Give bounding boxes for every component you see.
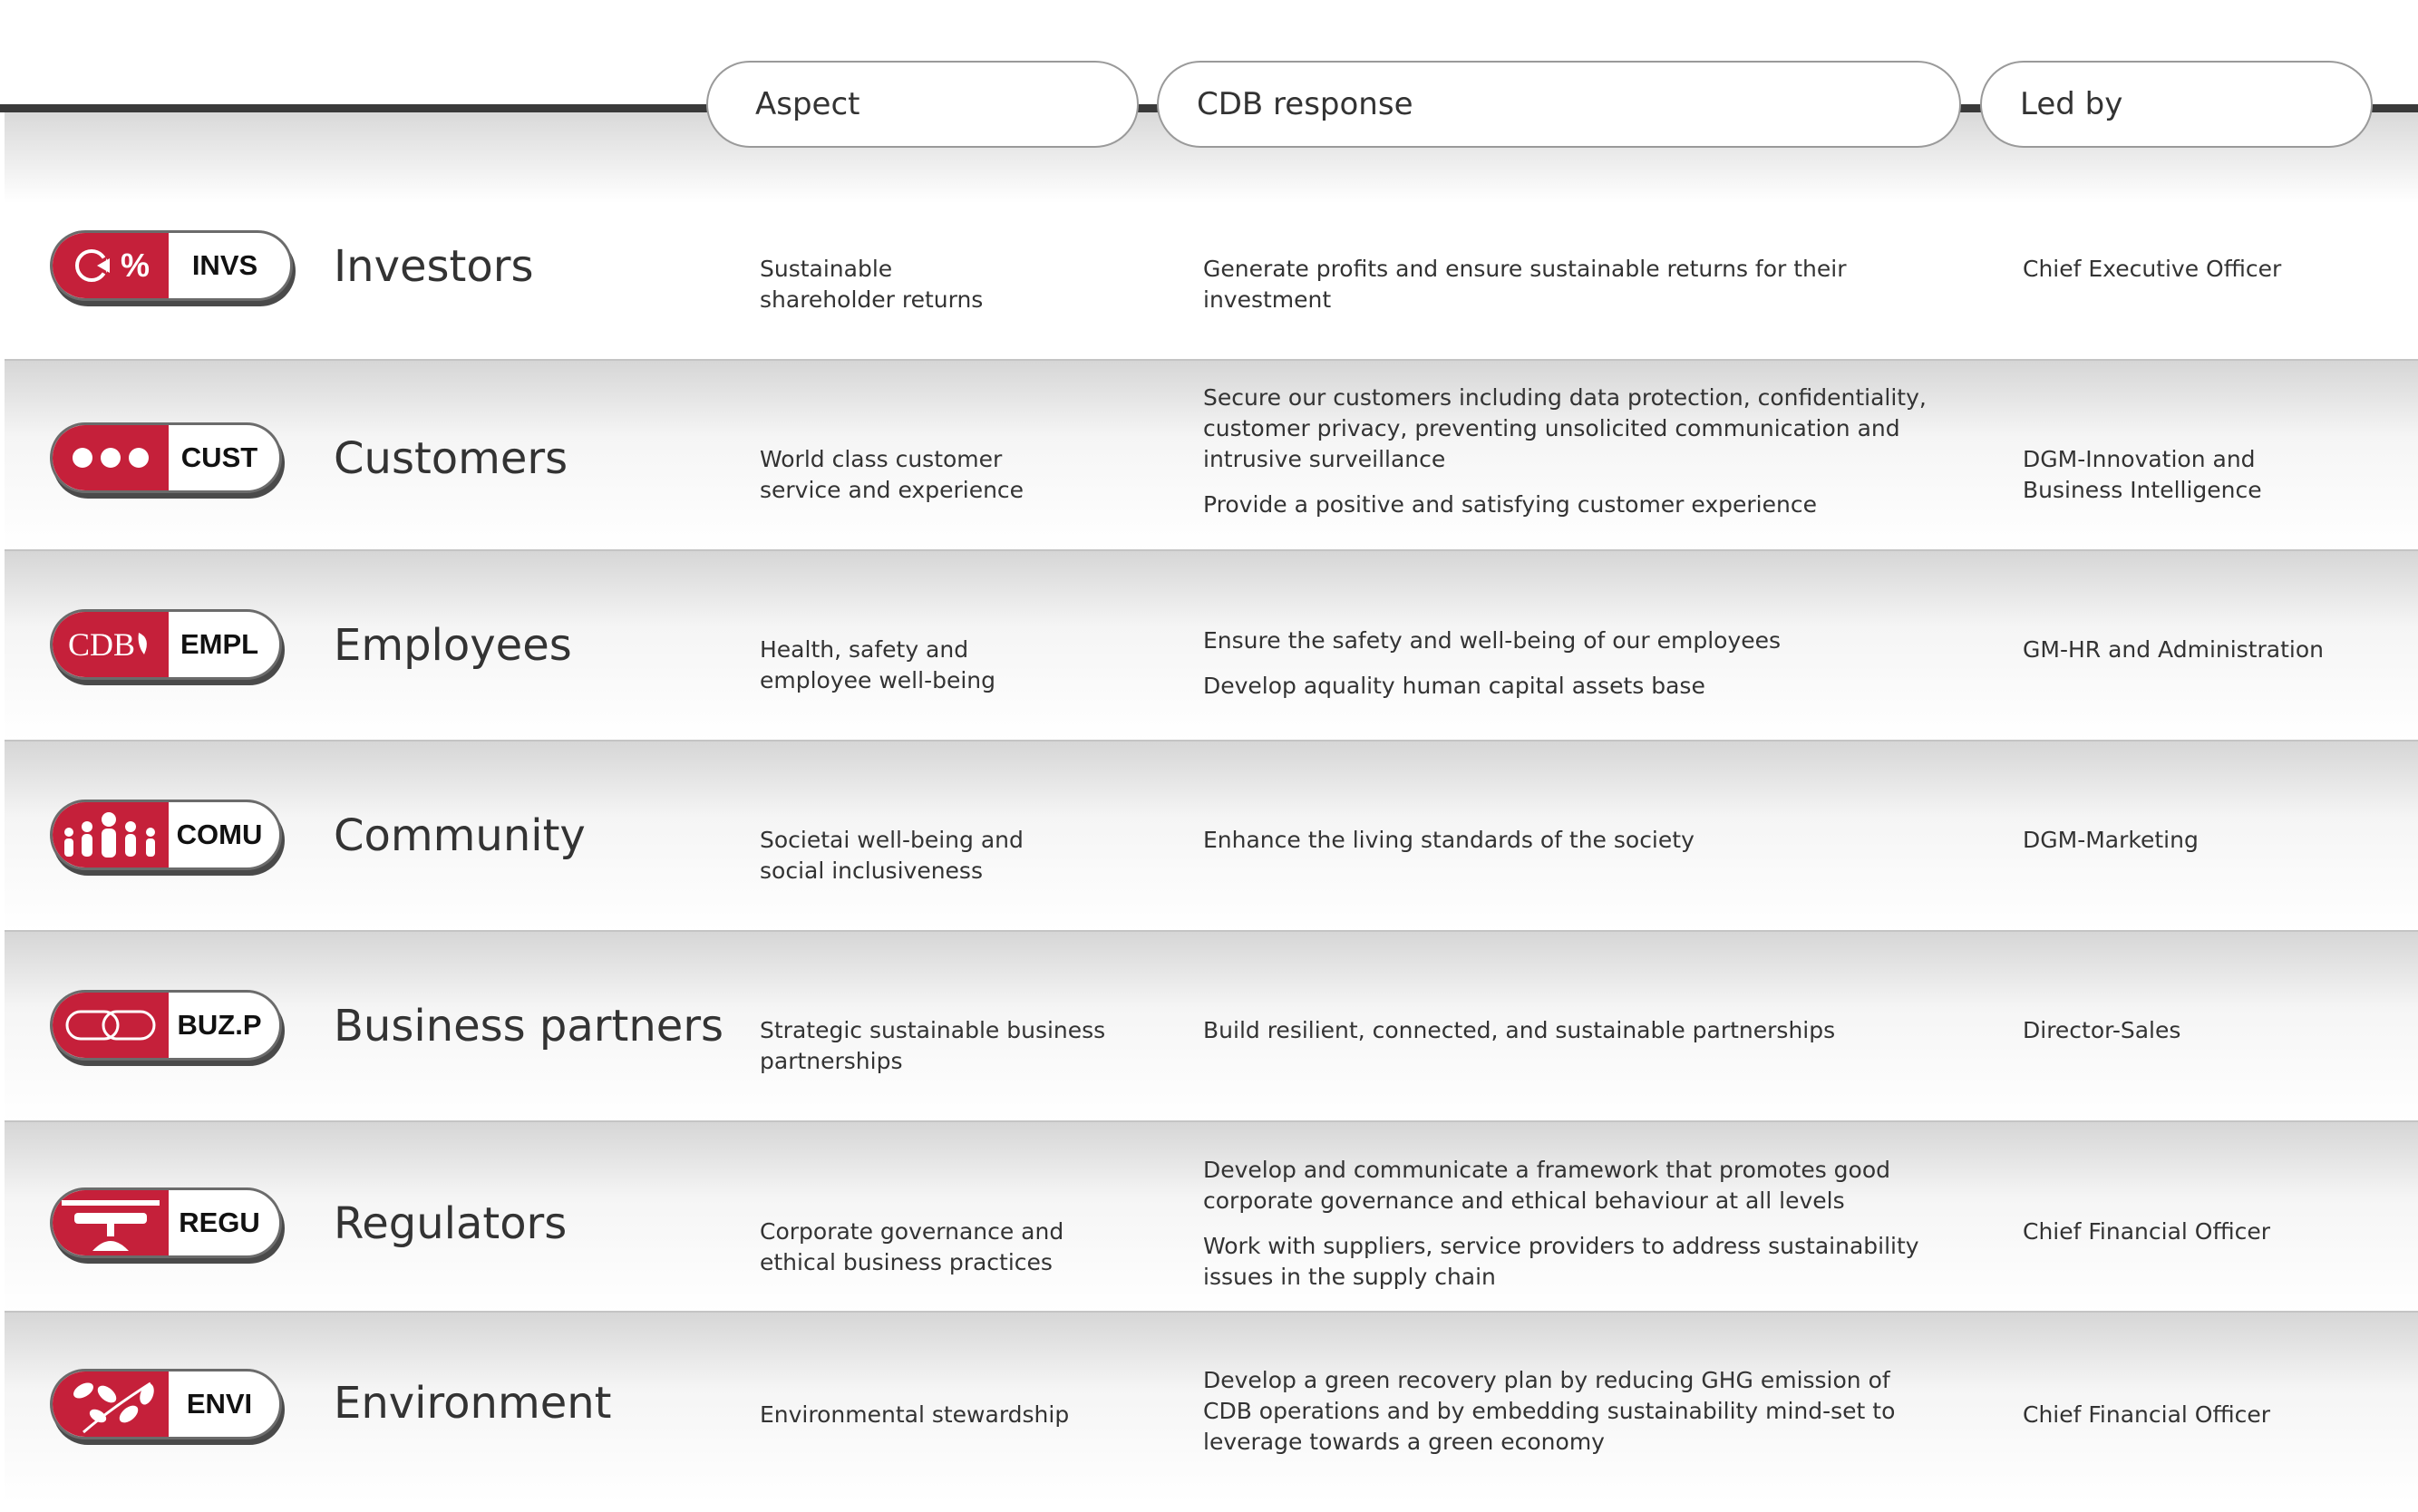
response-paragraph [1203,1365,1965,1458]
aspect-cell [760,1400,1141,1430]
aspect-line: Corporate governance and [760,1218,1064,1245]
aspect-line: Societai well-being and [760,827,1024,853]
stakeholder-code: BUZ.P [177,1009,262,1041]
stakeholder-code: CUST [180,441,258,473]
response-paragraph [1203,1231,1965,1293]
response-line: Ensure the safety and well-being of our employees [1203,627,1782,654]
cdb-leaf-icon [135,629,153,660]
response-paragraph [1203,1155,1965,1216]
stakeholder-code: REGU [179,1207,260,1238]
led-by-line: GM-HR and Administration [2023,636,2324,663]
response-paragraph [1203,825,1965,856]
leaf-branch-icon [53,1371,169,1437]
response-cell [1203,1015,1965,1046]
stakeholder-name: Business partners [334,1001,724,1052]
stakeholder-code: ENVI [186,1388,253,1420]
response-line: Enhance the living standards of the society [1203,827,1695,853]
cdb-logo-text: CDB [67,626,136,663]
column-header-response-label: CDB response [1197,86,1413,122]
led-by-line: Director-Sales [2023,1017,2181,1043]
led-by-cell [2023,1400,2403,1430]
cdb-logo-icon [53,612,169,677]
aspect-line: service and experience [760,477,1024,503]
response-line: Generate profits and ensure sustainable returns for their investment [1203,256,1847,313]
response-paragraph [1203,671,1965,702]
response-line: corporate governance and ethical behaviour at all levels [1203,1187,1845,1214]
response-line: CDB operations and by embedding sustainability mind-set to [1203,1398,1896,1424]
stakeholder-name: Regulators [334,1198,568,1249]
table-row [5,359,2418,551]
aspect-line: World class customer [760,446,1003,472]
column-header-led-by-label: Led by [2020,86,2123,122]
aspect-cell [760,444,1141,506]
stakeholder-name: Employees [334,620,572,671]
response-line: intrusive surveillance [1203,446,1446,472]
led-by-cell [2023,1216,2403,1247]
led-by-cell [2023,254,2403,285]
led-by-cell [2023,1015,2403,1046]
aspect-line: Sustainable [760,256,893,282]
aspect-line: shareholder returns [760,286,984,313]
response-cell [1203,254,1965,315]
stakeholder-name: Environment [334,1378,612,1429]
aspect-line: employee well-being [760,667,995,693]
aspect-line: Environmental stewardship [760,1401,1070,1428]
stakeholder-name: Investors [334,241,534,292]
aspect-cell [760,1015,1141,1077]
response-cell [1203,625,1965,702]
table-row [5,1311,2418,1503]
led-by-line: Chief Financial Officer [2023,1401,2271,1428]
response-paragraph [1203,383,1965,475]
response-paragraph [1203,625,1965,656]
table-row [5,549,2418,741]
aspect-cell [760,254,1141,315]
response-line: issues in the supply chain [1203,1264,1496,1290]
svg-text:%: % [121,247,151,284]
stakeholder-name: Community [334,810,586,861]
stakeholder-badge [50,609,282,680]
response-line: Develop a green recovery plan by reducing GHG emission of [1203,1367,1890,1393]
response-line: Develop aquality human capital assets base [1203,673,1705,699]
response-line: Build resilient, connected, and sustainable partnerships [1203,1017,1836,1043]
response-cell [1203,825,1965,856]
response-line: leverage towards a green economy [1203,1429,1605,1455]
stakeholder-badge [50,1369,282,1439]
response-line: Work with suppliers, service providers to address sustainability [1203,1233,1919,1259]
aspect-cell [760,635,1141,696]
column-header-aspect-label: Aspect [755,86,860,122]
response-line: Develop and communicate a framework that promotes good [1203,1157,1891,1183]
response-line: Secure our customers including data protection, confidentiality, [1203,384,1927,411]
column-header-led-by [1980,61,2373,148]
aspect-line: partnerships [760,1048,903,1074]
aspect-cell [760,1216,1141,1278]
balance-scale-icon [53,1190,169,1255]
aspect-line: social inclusiveness [760,858,983,884]
led-by-line: DGM-Marketing [2023,827,2199,853]
aspect-cell [760,825,1141,887]
response-cell [1203,383,1965,520]
stakeholder-code: INVS [191,249,258,281]
column-header-response [1157,61,1961,148]
response-line: Provide a positive and satisfying customer experience [1203,491,1817,518]
stakeholder-badge [50,230,293,301]
response-paragraph [1203,1015,1965,1046]
table-row [5,740,2418,932]
led-by-line: DGM-Innovation and [2023,446,2256,472]
led-by-line: Chief Executive Officer [2023,256,2282,282]
three-dots-icon [53,425,169,490]
led-by-line: Business Intelligence [2023,477,2262,503]
response-cell [1203,1155,1965,1293]
table-row [5,930,2418,1122]
response-line: customer privacy, preventing unsolicited communication and [1203,415,1900,441]
aspect-line: Strategic sustainable business [760,1017,1106,1043]
stakeholder-badge [50,422,282,493]
stakeholder-name: Customers [334,433,568,484]
linked-rings-icon [53,993,169,1058]
stakeholder-code: COMU [176,819,263,850]
stakeholder-badge [50,1187,282,1258]
aspect-line: ethical business practices [760,1249,1053,1275]
stakeholder-badge [50,990,282,1061]
response-paragraph [1203,489,1965,520]
percent-pie-icon [53,233,169,298]
led-by-cell [2023,635,2403,665]
stakeholder-badge [50,800,282,870]
response-paragraph [1203,254,1965,315]
response-cell [1203,1365,1965,1458]
aspect-line: Health, safety and [760,636,969,663]
led-by-line: Chief Financial Officer [2023,1218,2271,1245]
led-by-cell [2023,444,2403,506]
led-by-cell [2023,825,2403,856]
stakeholder-code: EMPL [180,628,259,660]
table-row [5,1120,2418,1313]
people-group-icon [53,802,169,867]
column-header-aspect [706,61,1139,148]
